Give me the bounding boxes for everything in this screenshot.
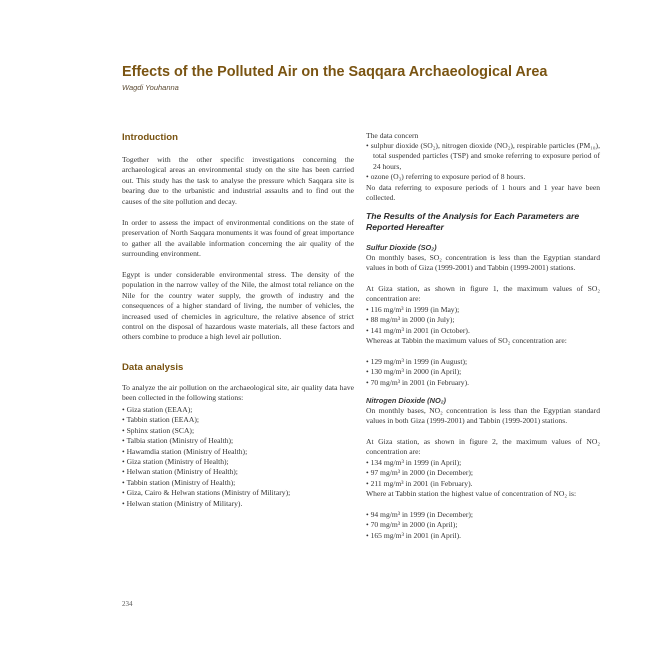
stations-list <box>122 405 354 509</box>
intro-paragraph-1: Together with the other specific investigations concerning the archaeological areas an environmental study on the site has been carried out. This study has the task to analyse the pressure which Saqqara site is bearing due to the urbanistic and industrial assaults and to find out the causes of the site pollution and decay. <box>122 155 354 206</box>
list-item: • ozone (O₃) referring to exposure period of 8 hours. <box>366 172 600 182</box>
intro-paragraph-2: In order to assess the impact of environmental conditions on the state of preservation of North Saqqara monuments it was found of great importance to gather all the available information concerning the air quality of the surrounding environment. <box>122 218 354 259</box>
list-item: • 165 mg/m³ in 2001 (in April). <box>366 531 600 541</box>
list-item: • Talbia station (Ministry of Health); <box>122 436 354 446</box>
intro-paragraph-3: Egypt is under considerable environmental stress. The density of the population in the narrow valley of the Nile, the almost total reliance on the Nile for the country water supply, the growth of industry and the consequences of a higher standard of living, the number of vehicles, the increased used of chemicles in agriculture, the relative absence of strict control on the disposal of hazardous waste materials, all these factors and others combine to produce a high level air pollution. <box>122 270 354 342</box>
no2-paragraph-2: At Giza station, as shown in figure 2, the maximum values of NO₂ concentration are: <box>366 437 600 457</box>
list-item: • 130 mg/m³ in 2000 (in April); <box>366 367 600 377</box>
list-item: • Helwan station (Ministry of Health); <box>122 467 354 477</box>
no2-heading: Nitrogen Dioxide (NO₂) <box>366 396 447 405</box>
list-item: • 116 mg/m³ in 1999 (in May); <box>366 305 600 315</box>
so2-giza-values <box>366 305 600 336</box>
list-item: • 97 mg/m³ in 2000 (in December); <box>366 468 600 478</box>
data-concern-intro: The data concern <box>366 131 419 140</box>
list-item: • 70 mg/m³ in 2000 (in April); <box>366 520 600 530</box>
author-name: Wagdi Youhanna <box>122 83 179 92</box>
so2-paragraph-1: On monthly bases, SO₂ concentration is less than the Egyptian standard values in both of Giza (1999-2001) and Tabbin (1999-2001) stations. <box>366 253 600 273</box>
list-item: • 88 mg/m³ in 2000 (in July); <box>366 315 600 325</box>
list-item: • 134 mg/m³ in 1999 (in April); <box>366 458 600 468</box>
article-title: Effects of the Polluted Air on the Saqqara Archaeological Area <box>122 64 548 80</box>
data-concern-list <box>366 141 600 183</box>
so2-paragraph-3: Whereas at Tabbin the maximum values of SO₂ concentration are: <box>366 336 567 345</box>
page-number: 234 <box>122 600 133 608</box>
no2-paragraph-3: Where at Tabbin station the highest value of concentration of NO₂ is: <box>366 489 577 498</box>
list-item: • Tabbin station (EEAA); <box>122 415 354 425</box>
list-item: • 129 mg/m³ in 1999 (in August); <box>366 357 600 367</box>
no2-giza-values <box>366 458 600 489</box>
data-analysis-intro: To analyze the air pollution on the archaeological site, air quality data have been collected in the following stations: <box>122 383 354 403</box>
list-item: • Giza station (EEAA); <box>122 405 354 415</box>
list-item: • 141 mg/m³ in 2001 (in October). <box>366 326 600 336</box>
list-item: • Giza station (Ministry of Health); <box>122 457 354 467</box>
so2-tabbin-values <box>366 357 600 388</box>
list-item: • Sphinx station (SCA); <box>122 426 354 436</box>
list-item: • sulphur dioxide (SO₂), nitrogen dioxide (NO₂), respirable particles (PM₁₀), total suspended particles (TSP) and smoke referring to exposure period of 24 hours, <box>366 141 600 172</box>
list-item: • Giza, Cairo & Helwan stations (Ministry of Military); <box>122 488 354 498</box>
list-item: • 211 mg/m³ in 2001 (in February). <box>366 479 600 489</box>
so2-heading: Sulfur Dioxide (SO₂) <box>366 243 437 252</box>
so2-paragraph-2: At Giza station, as shown in figure 1, the maximum values of SO₂ concentration are: <box>366 284 600 304</box>
list-item: • 94 mg/m³ in 1999 (in December); <box>366 510 600 520</box>
results-heading: The Results of the Analysis for Each Parameters are Reported Hereafter <box>366 211 580 232</box>
list-item: • Tabbin station (Ministry of Health); <box>122 478 354 488</box>
data-analysis-heading: Data analysis <box>122 362 184 373</box>
no2-paragraph-1: On monthly bases, NO₂ concentration is less than the Egyptian standard values in both Giza (1999-2001) and Tabbin (1999-2001) stations. <box>366 406 600 426</box>
list-item: • Hawamdia station (Ministry of Health); <box>122 447 354 457</box>
data-concern-note: No data referring to exposure periods of 1 hours and 1 year have been collected. <box>366 183 600 203</box>
list-item: • Helwan station (Ministry of Military). <box>122 499 354 509</box>
no2-tabbin-values <box>366 510 600 541</box>
list-item: • 70 mg/m³ in 2001 (in February). <box>366 378 600 388</box>
introduction-heading: Introduction <box>122 132 178 143</box>
